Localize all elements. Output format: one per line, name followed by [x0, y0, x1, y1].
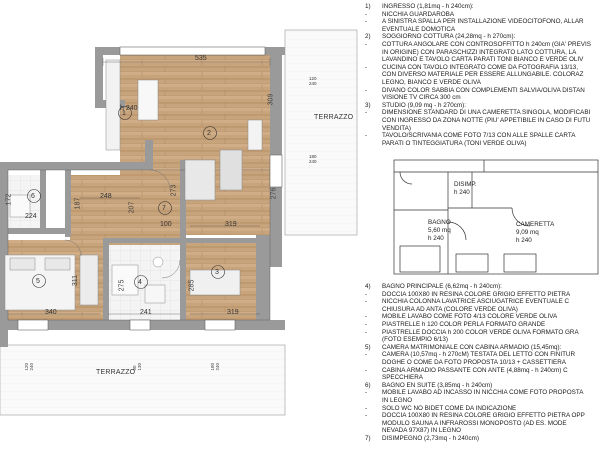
list-item-text: DOCCIA 100X80 IN RESINA COLORE GRIGIO EFFETTO PIETRA — [382, 290, 571, 298]
list-item-text: DOCCIA 100X80 IN RESINA COLORE GRIGIO EFFETTO PIETRA OPP — [382, 412, 585, 420]
list-item-text: STUDIO (9,09 mq - h 270cm): — [382, 101, 466, 109]
dim-207: 207 — [128, 201, 136, 214]
list-item-marker — [365, 26, 382, 34]
window-bath — [130, 320, 150, 330]
dim-120-240-bottom: 120 240 — [24, 362, 34, 371]
list-item-marker: - — [365, 366, 368, 374]
dim-319-bottom: 319 — [227, 309, 239, 316]
list-item-marker: 3) — [365, 101, 371, 109]
dim-319-top: 319 — [225, 221, 237, 228]
list-item-marker: - — [365, 18, 368, 26]
list-item — [365, 329, 600, 337]
list-item — [365, 56, 600, 64]
list-item-text: IN ORIGINE) CON PARASCHIZZI INTEGRATO LATO COTTURA, LA — [382, 48, 577, 56]
list-item — [365, 359, 600, 367]
list-item — [365, 18, 600, 26]
window-study — [205, 320, 235, 330]
list-item-text: NICCHIA GUARDAROBA — [382, 10, 455, 18]
list-item — [365, 49, 600, 57]
list-item — [365, 33, 600, 41]
list-item-text: CABINA ARMADIO PASSANTE CON ANTE (4,88mq - h 240cm) C — [382, 366, 568, 374]
list-item-marker — [365, 306, 382, 314]
list-item — [365, 351, 600, 359]
list-item — [365, 344, 600, 352]
list-item — [365, 412, 600, 420]
list-item-text: VENDITA) — [382, 124, 411, 132]
sketch-label-cameretta-area: 9,09 mq — [516, 229, 539, 236]
list-item-marker — [365, 49, 382, 57]
list-item-marker: 1) — [365, 3, 371, 10]
terrace-bottom — [0, 345, 285, 415]
list-item — [365, 41, 600, 49]
room-specification-list-continued — [365, 283, 600, 460]
list-item-text: MODULO SAUNA A INFRAROSSI MONOPOSTO (AD ES. MODE — [382, 419, 567, 427]
list-item-text: CAMERA (10,57mq - h 270cM) TESTATA DEL LETTO CON FINITUR — [382, 351, 576, 359]
room-number-6: 6 — [31, 193, 35, 200]
dim-248: 248 — [100, 193, 112, 200]
list-item — [365, 435, 600, 443]
terrace-right — [285, 30, 357, 235]
list-item-marker — [365, 374, 382, 382]
list-item-marker — [365, 420, 382, 428]
list-item — [365, 313, 600, 321]
sketch-label-disimpegno-height: h 240 — [454, 189, 470, 196]
list-item — [365, 397, 600, 405]
dim-241: 241 — [140, 309, 152, 316]
list-item — [365, 420, 600, 428]
room-number-5: 5 — [36, 278, 40, 285]
list-item-text: VISIONE TV CIRCA 300 cm — [382, 94, 461, 102]
list-item — [365, 405, 600, 413]
list-item-marker: - — [365, 109, 368, 117]
list-item-marker — [365, 336, 382, 344]
list-item-marker: - — [365, 86, 368, 94]
window-living — [270, 155, 282, 187]
dim-535: 535 — [195, 55, 207, 62]
list-item-text: CON INGRESSO DA ZONA NOTTE (PIU' APPETIBILE IN CASO DI FUTU — [382, 116, 591, 124]
list-item-text: DISIMPEGNO (2,73mq - h 240cm) — [382, 434, 479, 442]
list-item-marker: 5) — [365, 343, 371, 351]
window-kitchen — [120, 47, 265, 55]
list-item — [365, 125, 600, 133]
list-item-marker: - — [365, 389, 368, 397]
list-item — [365, 367, 600, 375]
list-item — [365, 109, 600, 117]
sketch-label-bagno-height: h 240 — [428, 235, 444, 242]
list-item-marker: - — [365, 132, 368, 140]
list-item — [365, 321, 600, 329]
dim-187: 187 — [74, 197, 82, 210]
dim-224: 224 — [25, 213, 37, 220]
dim-100: 100 — [160, 221, 172, 228]
list-item-marker: - — [365, 404, 368, 412]
dim-90-130-bottom: 90 130 — [132, 362, 142, 371]
list-item-text: PARATI O TINTEGGIATURA (TONI VERDE OLIVA) — [382, 139, 527, 147]
list-item-marker: - — [365, 351, 368, 359]
list-item — [365, 132, 600, 140]
sketch-label-cameretta: CAMERETTA — [516, 221, 555, 228]
list-item-text: SOLO WC NO BIDET COME DA INDICAZIONE — [382, 404, 517, 412]
dim-h240: h 240 — [120, 105, 138, 112]
list-item — [365, 71, 600, 79]
window-bedroom — [18, 320, 48, 330]
list-item-marker — [365, 117, 382, 125]
list-item-text: BAGNO EN SUITE (3,85mq - h 240cm) — [382, 381, 493, 389]
list-item-text: DIMENSIONE STANDARD DI UNA CAMERETTA SINGOLA, MODIFICABI — [382, 109, 591, 117]
list-item — [365, 140, 600, 148]
list-item-text: MOBILE LAVABO AD INCASSO IN NICCHIA COME FOTO PROPOSTA — [382, 389, 584, 397]
list-item-marker: - — [365, 328, 368, 336]
list-item-marker: - — [365, 320, 368, 328]
list-item-text: INGRESSO (1,81mq - h 240cm): — [382, 3, 474, 10]
list-item-marker — [365, 397, 382, 405]
list-item-text: MOBILE LAVABO COME FOTO 4/13 COLORE VERDE OLIVA — [382, 313, 558, 321]
list-item-text: TAVOLO/SCRIVANIA COME FOTO 7/13 CON ALLE SPALLE CARTA — [382, 132, 576, 140]
dim-275: 275 — [118, 279, 126, 292]
list-item — [365, 94, 600, 102]
list-item — [365, 3, 600, 11]
list-item-text: PIASTRELLE h 120 COLOR PERLA FORMATO GRANDE — [382, 320, 546, 328]
list-item-marker: - — [365, 40, 368, 48]
list-item-text: PIASTRELLE DOCCIA h 200 COLOR VERDE OLIVA FORMATO GRA — [382, 328, 579, 336]
list-item — [365, 374, 600, 382]
list-item-text: DIVANO COLOR SABBIA CON COMPLEMENTI SALVIA/OLIVA DISTAN — [382, 86, 585, 94]
list-item-text: LEGNO, BIANCO E VERDE OLIVA — [382, 78, 481, 86]
list-item-marker — [365, 140, 382, 148]
dim-273: 273 — [170, 184, 178, 197]
sketch-label-bagno-area: 5,60 mq — [428, 227, 451, 234]
list-item-text: NEVADA 97X87) IN LEGNO — [382, 427, 461, 435]
list-item-marker — [365, 359, 382, 367]
list-item-marker: - — [365, 290, 368, 298]
list-item — [365, 298, 600, 306]
list-item — [365, 336, 600, 344]
list-item-text: SOGGIORNO COTTURA (24,28mq - h 270cm): — [382, 33, 516, 41]
list-item-marker: - — [365, 10, 368, 18]
list-item-text: NICCHIA COLONNA LAVATRICE ASCIUGATRICE EVENTUALE C — [382, 298, 570, 306]
dim-276: 276 — [270, 187, 278, 200]
list-item — [365, 79, 600, 87]
list-item-marker — [365, 94, 382, 102]
room-number-1: 1 — [122, 110, 126, 117]
list-item — [365, 117, 600, 125]
list-item-marker: 2) — [365, 33, 371, 41]
terrace-label-bottom: TERRAZZO — [96, 369, 136, 376]
list-item-marker — [365, 56, 382, 64]
list-item-marker: - — [365, 412, 368, 420]
list-item — [365, 306, 600, 314]
room-number-7: 7 — [162, 205, 166, 212]
list-item-marker — [365, 427, 382, 435]
list-item-marker — [365, 71, 382, 79]
list-item — [365, 87, 600, 95]
dim-309: 309 — [267, 93, 275, 106]
list-item-text: A SINISTRA SPALLA PER INSTALLAZIONE VIDEOCITOFONO, ALLAR — [382, 18, 584, 26]
list-item-text: EVENTUALE DOMOTICA — [382, 25, 456, 33]
list-item-text: COTTURA ANGOLARE CON CONTROSOFFITTO h 240cm (GIA' PREVIS — [382, 40, 591, 48]
list-item-text: CHIUSURA AD ANTA (COLORE VERDE OLIVA) — [382, 305, 518, 313]
room-number-4: 4 — [138, 279, 142, 286]
alternative-layout-drawing — [392, 158, 600, 276]
list-item-text: CON DIVERSO MATERIALE PER ESSERE ALLUNGABILE. COLORAZ — [382, 71, 584, 79]
list-item-text: CAMERA MATRIMONIALE CON CABINA ARMADIO (15,45mq): — [382, 343, 562, 351]
list-item — [365, 427, 600, 435]
list-item-text: CUCINA CON TAVOLO INTEGRATO COME DA FOTOGRAFIA 13/13, — [382, 63, 578, 71]
dim-340: 340 — [45, 309, 57, 316]
room-number-2: 2 — [207, 130, 211, 137]
list-item-marker: 7) — [365, 434, 371, 442]
list-item-marker: - — [365, 298, 368, 306]
list-item — [365, 64, 600, 72]
list-item — [365, 382, 600, 390]
list-item-marker: 4) — [365, 283, 371, 290]
list-item-text: BAGNO PRINCIPALE (6,62mq - h 240cm): — [382, 283, 502, 290]
sketch-label-bagno: BAGNO — [428, 219, 451, 226]
dim-120-240-right: 120 240 — [309, 76, 317, 86]
list-item-text: IN LEGNO — [382, 396, 413, 404]
dim-311: 311 — [72, 274, 80, 287]
list-item — [365, 26, 600, 34]
sketch-label-cameretta-height: h 240 — [516, 237, 532, 244]
alternative-layout-sketch — [392, 158, 600, 276]
list-item — [365, 283, 600, 291]
list-item-marker — [365, 79, 382, 87]
list-item-text: SPECCHIERA — [382, 374, 423, 382]
list-item-text: (FOTO ESEMPIO 6/13) — [382, 336, 449, 344]
list-item — [365, 11, 600, 19]
list-item-marker: 6) — [365, 381, 371, 389]
room-number-3: 3 — [215, 269, 219, 276]
list-item-marker: - — [365, 313, 368, 321]
dim-180-240-bottom: 180 240 — [210, 362, 220, 371]
list-item-text: LAVANDINO E TAVOLO CARTA PARATI TONI BIANCO E VERDE OLIV — [382, 56, 584, 64]
sketch-label-disimpegno: DISIMP. — [454, 181, 477, 188]
dim-285: 285 — [188, 279, 196, 292]
terrace-label-right: TERRAZZO — [314, 114, 354, 121]
list-item — [365, 102, 600, 110]
list-item — [365, 291, 600, 299]
list-item-marker: - — [365, 63, 368, 71]
dim-172: 172 — [5, 193, 13, 206]
list-item — [365, 389, 600, 397]
list-item-marker — [365, 125, 382, 133]
dim-180-240-right: 180 240 — [309, 154, 317, 164]
list-item-text: DOGHE O COME DA FOTO PROPOSTA 10/13 + CASSETTIERA — [382, 358, 566, 366]
